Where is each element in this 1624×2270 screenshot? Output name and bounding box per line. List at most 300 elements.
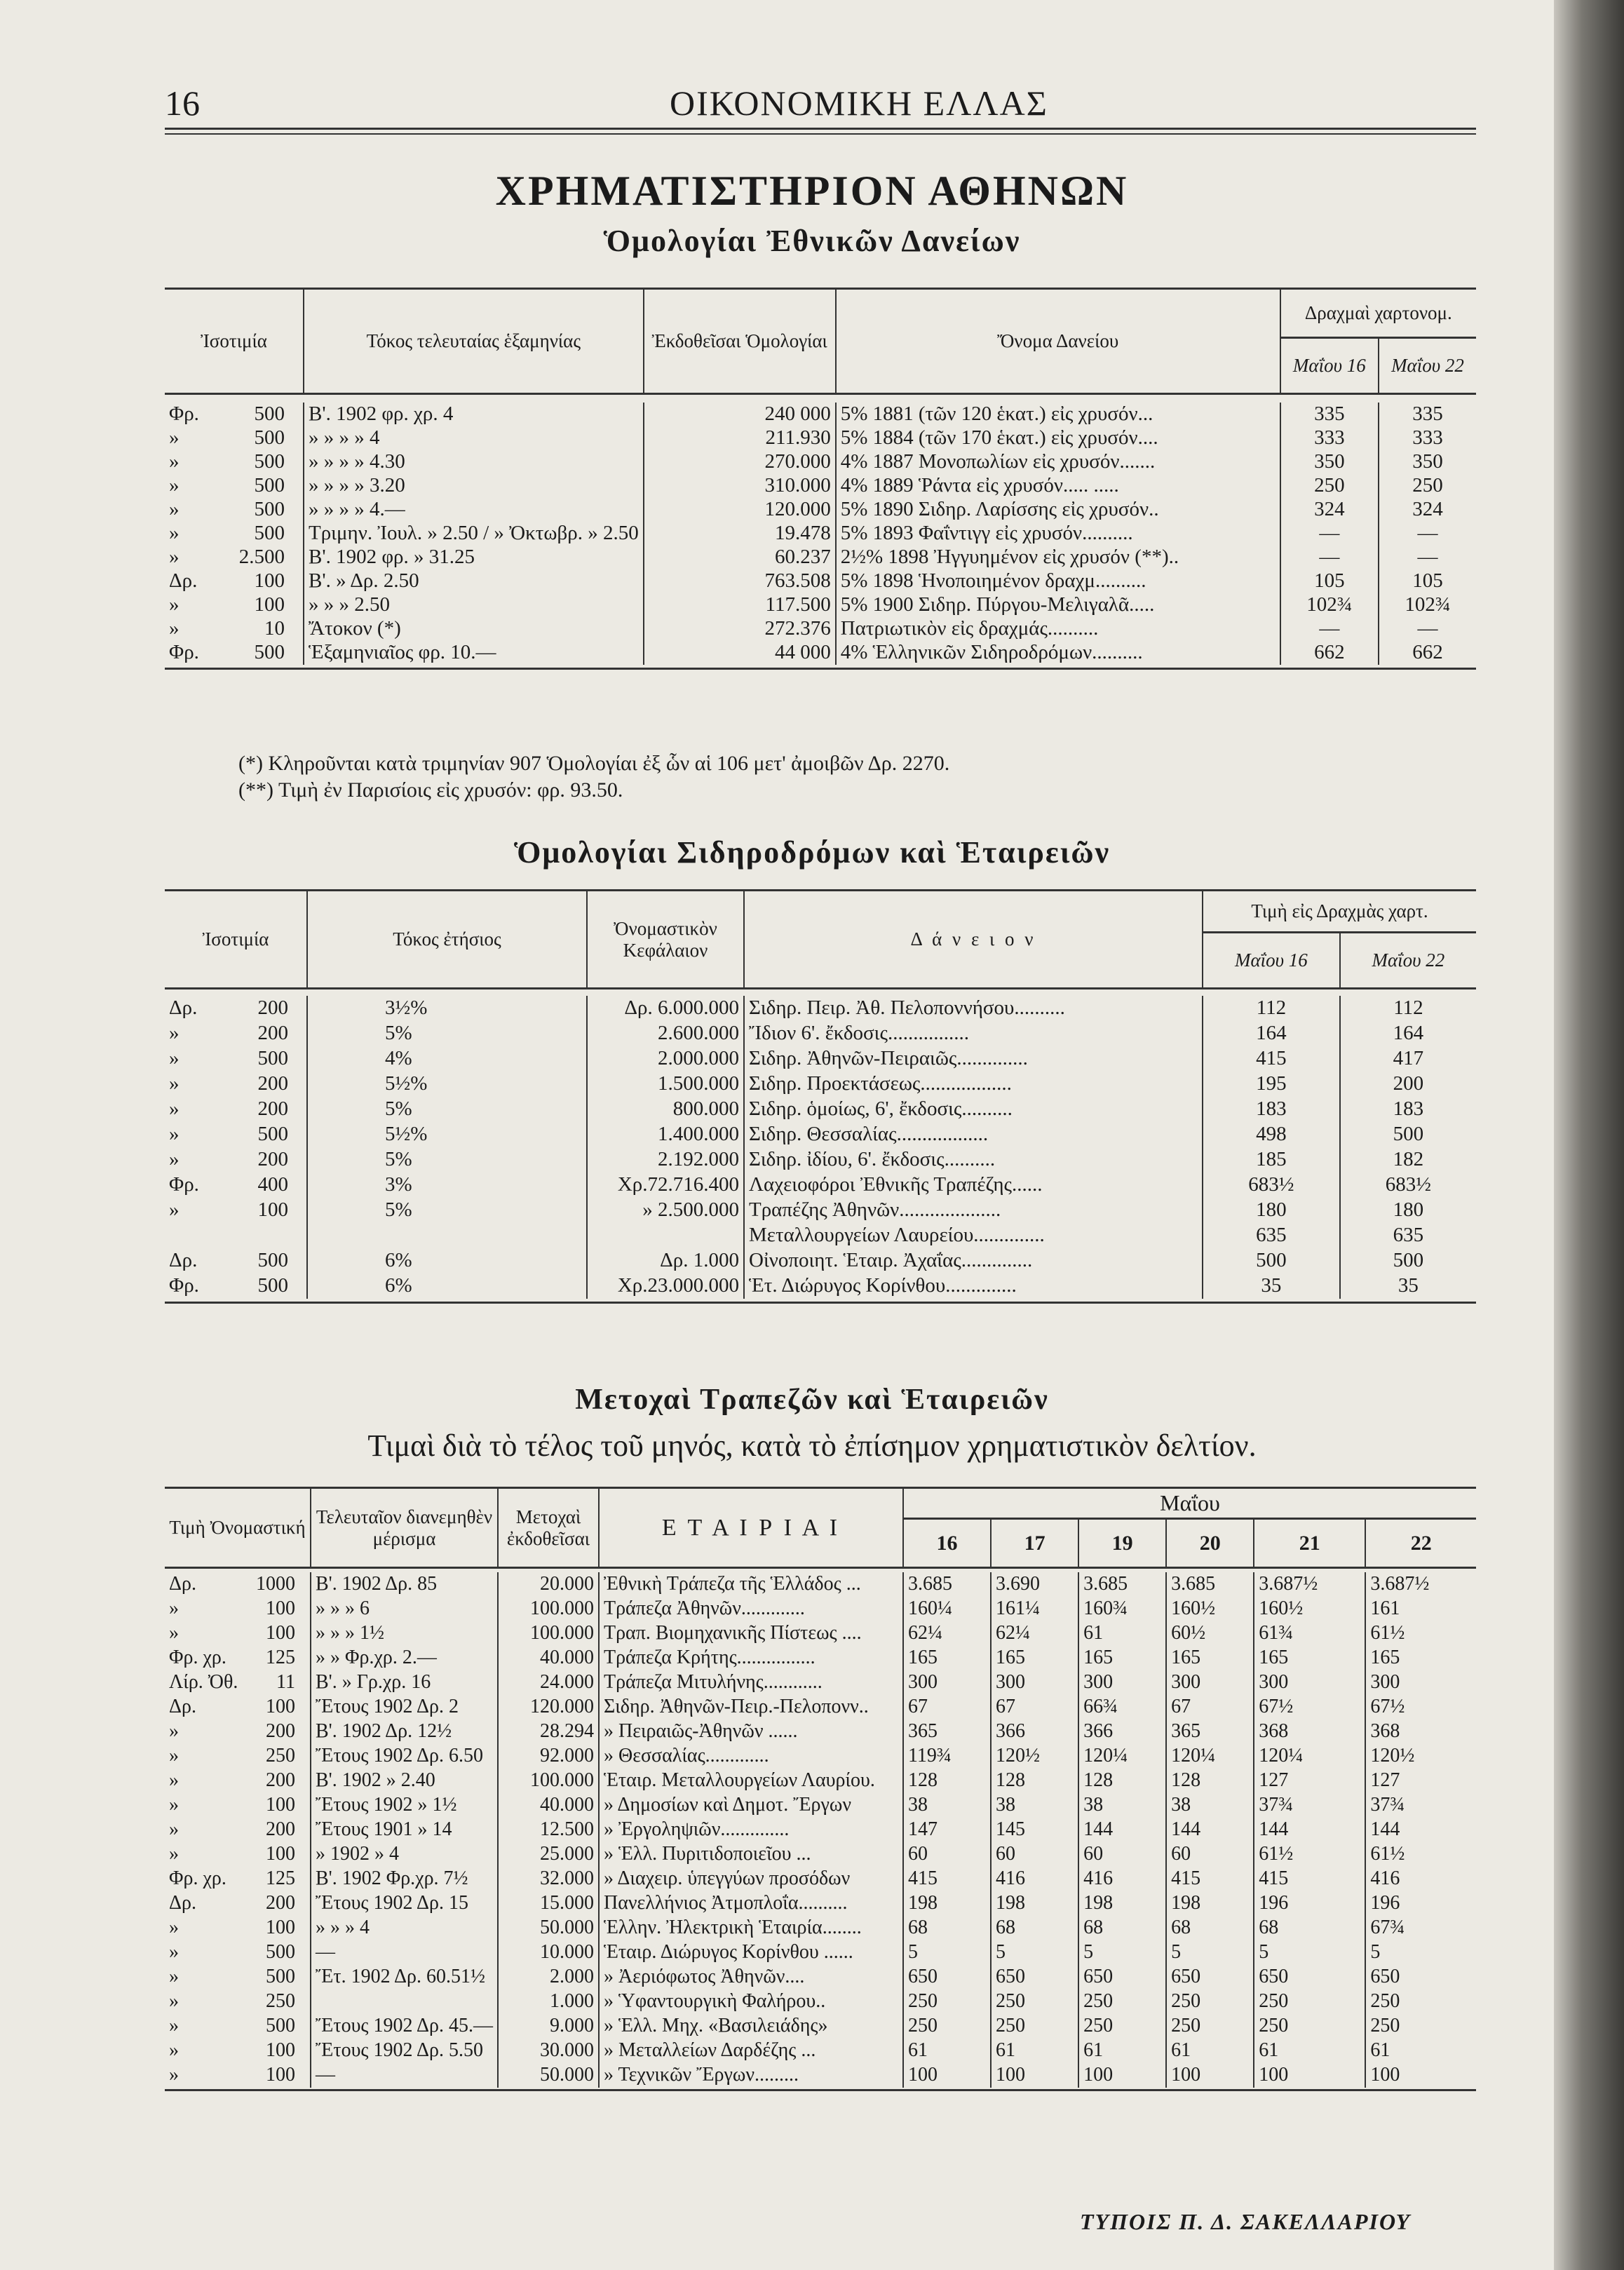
timi-cell — [165, 1891, 311, 1916]
etairia-cell: » Θεσσαλίας............. — [599, 1744, 903, 1769]
ekdotheisai-cell: 19.478 — [644, 522, 836, 546]
currency: » — [169, 474, 180, 496]
currency: Δρ. — [169, 996, 198, 1019]
price-day-22: 120½ — [1370, 1745, 1415, 1766]
price-d16: 112 — [1203, 996, 1340, 1021]
price-day-17: 5 — [991, 1940, 1078, 1965]
price-day-17: 67 — [991, 1695, 1078, 1720]
table-row — [165, 2039, 1476, 2063]
etairia-cell: » Τεχνικῶν Ἔργων......... — [599, 2063, 903, 2088]
metochai-cell: 25.000 — [498, 1842, 599, 1867]
price-day-22: 161 — [1370, 1597, 1400, 1619]
daneion-cell: Λαχειοφόροι Ἐθνικῆς Τραπέζης...... — [744, 1173, 1203, 1198]
value: 500 — [257, 1274, 288, 1297]
onoma-cell: 4% 1887 Μονοπωλίων εἰς χρυσόν....... — [836, 450, 1280, 474]
price-d22: 335 — [1412, 403, 1443, 425]
price-day-19: 100 — [1078, 2063, 1166, 2088]
price-day-20: 144 — [1166, 1818, 1254, 1842]
table-row — [165, 1695, 1476, 1720]
price-day-19: 366 — [1078, 1720, 1166, 1744]
price-day-19: 165 — [1078, 1646, 1166, 1670]
col3-maiou: Μαΐου — [903, 1488, 1476, 1519]
currency: » — [169, 2064, 179, 2086]
price-day-17: 250 — [991, 2014, 1078, 2039]
table-row — [165, 569, 1476, 593]
price-day-22: 196 — [1370, 1892, 1400, 1914]
price-day-19: 120¼ — [1078, 1744, 1166, 1769]
col2-kefalaion: Ὀνομαστικὸν Κεφάλαιον — [587, 891, 744, 989]
price-day-17: 62¼ — [991, 1621, 1078, 1646]
ekdotheisai-cell: 763.508 — [644, 569, 836, 593]
price-day-21: 368 — [1254, 1720, 1365, 1744]
value: 200 — [257, 996, 288, 1019]
price-d22: 102¾ — [1405, 593, 1451, 616]
kefalaion-cell: Δρ. 1.000 — [587, 1248, 744, 1274]
table-row — [165, 1147, 1476, 1173]
col-tokos: Τόκος τελευταίας ἑξαμηνίας — [304, 289, 644, 394]
price-day-21: 300 — [1254, 1670, 1365, 1695]
daneion-cell: Ἴδιον 6'. ἔκδοσις................ — [744, 1021, 1203, 1046]
value: 500 — [254, 498, 285, 520]
value: 200 — [266, 1892, 295, 1914]
isotimia-cell — [165, 593, 304, 617]
table-row — [165, 1646, 1476, 1670]
merisma-cell: Ἔτους 1902 » 1½ — [311, 1793, 498, 1818]
price-day-17: 165 — [991, 1646, 1078, 1670]
price-day-16: 68 — [903, 1916, 991, 1940]
timi-cell — [165, 1818, 311, 1842]
value: 500 — [254, 641, 285, 663]
daneion-cell: Σιδηρ. ὁμοίως, 6', ἔκδοσις.......... — [744, 1097, 1203, 1122]
price-day-20: 128 — [1166, 1769, 1254, 1793]
kefalaion-cell — [587, 1223, 744, 1248]
timi-cell — [165, 1842, 311, 1867]
value: 10 — [264, 617, 285, 640]
price-day-16: 300 — [903, 1670, 991, 1695]
value: 125 — [266, 1647, 295, 1668]
ekdotheisai-cell: 44 000 — [644, 641, 836, 665]
merisma-cell: Ἔτους 1902 Δρ. 5.50 — [311, 2039, 498, 2063]
col-onoma: Ὄνομα Δανείου — [836, 289, 1280, 394]
value: 100 — [266, 1622, 295, 1644]
price-day-20: 250 — [1166, 1989, 1254, 2014]
currency: » — [169, 1047, 180, 1069]
price-day-20: 165 — [1166, 1646, 1254, 1670]
table-row — [165, 1198, 1476, 1223]
section3-subheading: Τιμαὶ διὰ τὸ τέλος τοῦ μηνός, κατὰ τὸ ἐπίσημον χρηματιστικὸν δελτίον. — [367, 1428, 1257, 1463]
price-d16: 105 — [1280, 569, 1379, 593]
price-day-17: 3.690 — [991, 1572, 1078, 1597]
currency: » — [169, 1941, 179, 1963]
isotimia-cell — [165, 426, 304, 450]
value: 400 — [257, 1173, 288, 1196]
value: 200 — [266, 1720, 295, 1742]
tokos-cell: 4% — [307, 1046, 587, 1072]
daneion-cell: Ἑτ. Διώρυγος Κορίνθου.............. — [744, 1274, 1203, 1299]
price-day-17: 300 — [991, 1670, 1078, 1695]
metochai-cell: 40.000 — [498, 1646, 599, 1670]
merisma-cell: Ἔτους 1902 Δρ. 2 — [311, 1695, 498, 1720]
timi-cell — [165, 1720, 311, 1744]
etairia-cell: » Πειραιῶς-Ἀθηνῶν ...... — [599, 1720, 903, 1744]
isotimia-cell — [165, 1223, 307, 1248]
merisma-cell: Ἔτ. 1902 Δρ. 60.51½ — [311, 1965, 498, 1989]
ekdotheisai-cell: 270.000 — [644, 450, 836, 474]
price-day-22: 67¾ — [1370, 1917, 1405, 1938]
price-day-21: 196 — [1254, 1891, 1365, 1916]
value: 500 — [266, 2015, 295, 2036]
value: 100 — [266, 2064, 295, 2086]
table-row — [165, 1097, 1476, 1122]
price-day-21: 250 — [1254, 2014, 1365, 2039]
table-row — [165, 1818, 1476, 1842]
price-day-20: 38 — [1166, 1793, 1254, 1818]
col3-day-22: 22 — [1410, 1531, 1432, 1555]
merisma-cell: » 1902 » 4 — [311, 1842, 498, 1867]
price-day-22: 127 — [1370, 1769, 1400, 1791]
price-day-21: 67½ — [1254, 1695, 1365, 1720]
value: 100 — [257, 1198, 288, 1221]
value: 1000 — [256, 1573, 295, 1595]
price-day-20: 120¼ — [1166, 1744, 1254, 1769]
price-day-21: 165 — [1254, 1646, 1365, 1670]
price-day-22: 100 — [1370, 2064, 1400, 2086]
table-row — [165, 1867, 1476, 1891]
table-row — [165, 1744, 1476, 1769]
isotimia-cell — [165, 1173, 307, 1198]
price-d16: 500 — [1203, 1248, 1340, 1274]
price-day-19: 3.685 — [1078, 1572, 1166, 1597]
currency: » — [169, 1597, 179, 1619]
isotimia-cell — [165, 996, 307, 1021]
currency: » — [169, 450, 180, 473]
running-header — [165, 70, 1469, 126]
price-day-16: 60 — [903, 1842, 991, 1867]
price-day-19: 650 — [1078, 1965, 1166, 1989]
price-d22: 105 — [1412, 569, 1443, 592]
metochai-cell: 50.000 — [498, 1916, 599, 1940]
currency: » — [169, 426, 180, 449]
price-day-19: 250 — [1078, 2014, 1166, 2039]
tokos-cell: 5½% — [307, 1072, 587, 1097]
table-row — [165, 996, 1476, 1021]
price-day-20: 67 — [1166, 1695, 1254, 1720]
price-day-19: 61 — [1078, 2039, 1166, 2063]
kefalaion-cell: Δρ. 6.000.000 — [587, 996, 744, 1021]
currency: Φρ. — [169, 641, 199, 663]
price-day-17: 128 — [991, 1769, 1078, 1793]
value: 200 — [266, 1818, 295, 1840]
price-day-22: 368 — [1370, 1720, 1400, 1742]
etairia-cell: Ἐθνικὴ Τράπεζα τῆς Ἑλλάδος ... — [599, 1572, 903, 1597]
metochai-cell: 100.000 — [498, 1597, 599, 1621]
onoma-cell: 5% 1884 (τῶν 170 ἑκατ.) εἰς χρυσόν.... — [836, 426, 1280, 450]
table-row — [165, 1173, 1476, 1198]
tokos-cell: Τριμην. Ἰουλ. » 2.50 / » Ὀκτωβρ. » 2.50 — [304, 522, 644, 546]
isotimia-cell — [165, 1046, 307, 1072]
currency: » — [169, 498, 180, 520]
table-row — [165, 1916, 1476, 1940]
price-d22: 333 — [1412, 426, 1443, 449]
main-title: ΧΡΗΜΑΤΙΣΤΗΡΙΟΝ ΑΘΗΝΩΝ — [495, 168, 1129, 214]
price-d16: — — [1280, 546, 1379, 569]
price-day-19: 128 — [1078, 1769, 1166, 1793]
price-day-20: 5 — [1166, 1940, 1254, 1965]
isotimia-cell — [165, 1147, 307, 1173]
currency: Δρ. — [169, 1249, 198, 1271]
page-number: 16 — [165, 83, 200, 123]
metochai-cell: 120.000 — [498, 1695, 599, 1720]
col3-merisma: Τελευταῖον διανεμηθὲν μέρισμα — [311, 1488, 498, 1568]
currency: » — [169, 1966, 179, 1987]
currency: Φρ. χρ. — [169, 1647, 226, 1668]
tokos-cell: 3½% — [307, 996, 587, 1021]
price-d16: 185 — [1203, 1147, 1340, 1173]
isotimia-cell — [165, 1122, 307, 1147]
price-day-19: 144 — [1078, 1818, 1166, 1842]
currency: » — [169, 1072, 180, 1095]
price-day-16: 650 — [903, 1965, 991, 1989]
value: 100 — [266, 1917, 295, 1938]
section3-heading: Μετοχαὶ Τραπεζῶν καὶ Ἑταιρειῶν — [575, 1384, 1049, 1416]
price-d22: 164 — [1393, 1022, 1424, 1044]
price-day-19: 68 — [1078, 1916, 1166, 1940]
note-1: (*) Κληροῦνται κατὰ τριμηνίαν 907 Ὁμολογίαι ἐξ ὧν αἱ 106 μετ' ἀμοιβῶν Δρ. 2270. — [238, 752, 950, 775]
currency: » — [169, 593, 180, 616]
table-row — [165, 1989, 1476, 2014]
price-d16: 333 — [1280, 426, 1379, 450]
isotimia-cell — [165, 546, 304, 569]
col3-day-17: 17 — [991, 1519, 1078, 1568]
value: 200 — [266, 1769, 295, 1791]
price-day-19: 61 — [1078, 1621, 1166, 1646]
price-day-16: 147 — [903, 1818, 991, 1842]
price-day-21: 160½ — [1254, 1597, 1365, 1621]
price-day-20: 198 — [1166, 1891, 1254, 1916]
tokos-cell: » » » » 4.— — [304, 498, 644, 522]
tokos-cell: Ἑξαμηνιαῖος φρ. 10.— — [304, 641, 644, 665]
value: 100 — [266, 1794, 295, 1816]
price-day-20: 68 — [1166, 1916, 1254, 1940]
ekdotheisai-cell: 272.376 — [644, 617, 836, 641]
price-day-17: 100 — [991, 2063, 1078, 2088]
price-day-19: 5 — [1078, 1940, 1166, 1965]
col3-etairiai: Ε Τ Α Ι Ρ Ι Α Ι — [599, 1488, 903, 1568]
price-day-22: 37¾ — [1370, 1794, 1405, 1816]
timi-cell — [165, 1793, 311, 1818]
price-day-20: 160½ — [1166, 1597, 1254, 1621]
currency: » — [169, 1794, 179, 1816]
etairia-cell: Τραπ. Βιομηχανικῆς Πίστεως .... — [599, 1621, 903, 1646]
table-row — [165, 1572, 1476, 1597]
price-d22: — — [1417, 522, 1438, 544]
price-day-17: 198 — [991, 1891, 1078, 1916]
daneion-cell: Σιδηρ. ἰδίου, 6'. ἔκδοσις.......... — [744, 1147, 1203, 1173]
price-day-22: 5 — [1370, 1941, 1381, 1963]
timi-cell — [165, 1989, 311, 2014]
col2-timi: Τιμὴ εἰς Δραχμὰς χαρτ. — [1203, 891, 1476, 933]
price-d16: 335 — [1280, 403, 1379, 426]
price-d22: 350 — [1412, 450, 1443, 473]
price-day-20: 365 — [1166, 1720, 1254, 1744]
merisma-cell: — — [311, 2063, 498, 2088]
timi-cell — [165, 1744, 311, 1769]
table-row — [165, 1842, 1476, 1867]
price-day-16: 160¼ — [903, 1597, 991, 1621]
table-row — [165, 1965, 1476, 1989]
national-loans-table — [165, 288, 1476, 670]
price-day-22: 165 — [1370, 1647, 1400, 1668]
table-row — [165, 1597, 1476, 1621]
price-day-16: 415 — [903, 1867, 991, 1891]
price-d16: — — [1280, 617, 1379, 641]
price-day-17: 120½ — [991, 1744, 1078, 1769]
table-row — [165, 450, 1476, 474]
onoma-cell: 5% 1890 Σιδηρ. Λαρίσσης εἰς χρυσόν.. — [836, 498, 1280, 522]
table-row — [165, 1122, 1476, 1147]
etairia-cell: » Ἐργοληψιῶν.............. — [599, 1818, 903, 1842]
currency: Φρ. — [169, 1173, 199, 1196]
tokos-cell: 5% — [307, 1097, 587, 1122]
price-d22: 200 — [1393, 1072, 1424, 1095]
onoma-cell: 4% 1889 Ῥάντα εἰς χρυσόν..... ..... — [836, 474, 1280, 498]
onoma-cell: 5% 1881 (τῶν 120 ἑκατ.) εἰς χρυσόν... — [836, 403, 1280, 426]
col-d22: Μαΐου 22 — [1391, 355, 1464, 376]
value: 500 — [266, 1966, 295, 1987]
currency: » — [169, 522, 180, 544]
price-day-22: 67½ — [1370, 1696, 1405, 1717]
isotimia-cell — [165, 1274, 307, 1299]
etairia-cell: Τράπεζα Ἀθηνῶν............. — [599, 1597, 903, 1621]
metochai-cell: 28.294 — [498, 1720, 599, 1744]
price-day-21: 144 — [1254, 1818, 1365, 1842]
etairia-cell: » Ἑλλ. Πυριτιδοποιεῖου ... — [599, 1842, 903, 1867]
price-day-22: 144 — [1370, 1818, 1400, 1840]
currency: » — [169, 1745, 179, 1766]
onoma-cell: Πατριωτικὸν εἰς δραχμάς.......... — [836, 617, 1280, 641]
table-row — [165, 1940, 1476, 1965]
merisma-cell: Β'. » Γρ.χρ. 16 — [311, 1670, 498, 1695]
currency: » — [169, 1843, 179, 1865]
price-d16: 35 — [1203, 1274, 1340, 1299]
ekdotheisai-cell: 60.237 — [644, 546, 836, 569]
merisma-cell: Β'. 1902 Δρ. 85 — [311, 1572, 498, 1597]
currency: » — [169, 546, 180, 568]
ekdotheisai-cell: 240 000 — [644, 403, 836, 426]
price-d22: 183 — [1393, 1097, 1424, 1120]
header-rule — [165, 128, 1476, 130]
price-day-16: 365 — [903, 1720, 991, 1744]
col2-daneion: Δ ά ν ε ι ο ν — [744, 891, 1203, 989]
table-row — [165, 1248, 1476, 1274]
metochai-cell: 1.000 — [498, 1989, 599, 2014]
col2-isotimia: Ἰσοτιμία — [165, 891, 307, 989]
merisma-cell: Ἔτους 1902 Δρ. 6.50 — [311, 1744, 498, 1769]
value: 125 — [266, 1867, 295, 1889]
isotimia-cell — [165, 403, 304, 426]
table-row — [165, 2063, 1476, 2088]
etairia-cell: Πανελλήνιος Ἀτμοπλοΐα.......... — [599, 1891, 903, 1916]
tokos-cell: 5% — [307, 1198, 587, 1223]
isotimia-cell — [165, 450, 304, 474]
price-day-21: 61½ — [1254, 1842, 1365, 1867]
table-row — [165, 426, 1476, 450]
price-day-17: 60 — [991, 1842, 1078, 1867]
currency: » — [169, 1622, 179, 1644]
table-row — [165, 1046, 1476, 1072]
price-day-17: 145 — [991, 1818, 1078, 1842]
price-d16: 164 — [1203, 1021, 1340, 1046]
kefalaion-cell: » 2.500.000 — [587, 1198, 744, 1223]
price-day-21: 127 — [1254, 1769, 1365, 1793]
timi-cell — [165, 1867, 311, 1891]
table-row — [165, 1021, 1476, 1046]
price-d16: 350 — [1280, 450, 1379, 474]
kefalaion-cell: 1.500.000 — [587, 1072, 744, 1097]
price-d22: 112 — [1393, 996, 1423, 1019]
price-day-16: 3.685 — [903, 1572, 991, 1597]
tokos-cell: » » » » 3.20 — [304, 474, 644, 498]
etairia-cell: Ἑταιρ. Διώρυγος Κορίνθου ...... — [599, 1940, 903, 1965]
price-day-16: 67 — [903, 1695, 991, 1720]
price-d16: 498 — [1203, 1122, 1340, 1147]
price-day-19: 416 — [1078, 1867, 1166, 1891]
table-row — [165, 593, 1476, 617]
merisma-cell: Ἔτους 1901 » 14 — [311, 1818, 498, 1842]
timi-cell — [165, 1597, 311, 1621]
value: 100 — [266, 1843, 295, 1865]
shares-table — [165, 1487, 1476, 2091]
etairia-cell: » Ἑλλ. Μηχ. «Βασιλειάδης» — [599, 2014, 903, 2039]
value: 11 — [276, 1671, 295, 1693]
table-row — [165, 641, 1476, 665]
price-day-20: 3.685 — [1166, 1572, 1254, 1597]
price-day-22: 250 — [1370, 2015, 1400, 2036]
tokos-cell: » » » 2.50 — [304, 593, 644, 617]
metochai-cell: 15.000 — [498, 1891, 599, 1916]
price-d22: 35 — [1398, 1274, 1419, 1297]
price-d22: 662 — [1412, 641, 1443, 663]
price-d22: 683½ — [1385, 1173, 1432, 1196]
kefalaion-cell: 800.000 — [587, 1097, 744, 1122]
metochai-cell: 32.000 — [498, 1867, 599, 1891]
onoma-cell: 5% 1893 Φαΐντιγγ εἰς χρυσόν.......... — [836, 522, 1280, 546]
price-day-20: 650 — [1166, 1965, 1254, 1989]
currency: » — [169, 1198, 180, 1221]
merisma-cell — [311, 1989, 498, 2014]
table-row — [165, 1072, 1476, 1097]
running-title: ΟΙΚΟΝΟΜΙΚΗ ΕΛΛΑΣ — [670, 83, 1048, 123]
isotimia-cell — [165, 617, 304, 641]
metochai-cell: 20.000 — [498, 1572, 599, 1597]
currency: » — [169, 1097, 180, 1120]
price-d22: 500 — [1393, 1249, 1424, 1271]
table-row — [165, 1891, 1476, 1916]
price-day-17: 68 — [991, 1916, 1078, 1940]
price-day-17: 38 — [991, 1793, 1078, 1818]
col3-metochai: Μετοχαὶ ἐκδοθεῖσαι — [498, 1488, 599, 1568]
etairia-cell: » Ἀεριόφωτος Ἀθηνῶν.... — [599, 1965, 903, 1989]
price-day-17: 61 — [991, 2039, 1078, 2063]
value: 500 — [254, 403, 285, 425]
timi-cell — [165, 1769, 311, 1793]
book-spine-shadow — [1554, 0, 1624, 2270]
metochai-cell: 100.000 — [498, 1621, 599, 1646]
header-rule-2 — [165, 133, 1476, 135]
tokos-cell: Β'. » Δρ. 2.50 — [304, 569, 644, 593]
timi-cell — [165, 1916, 311, 1940]
timi-cell — [165, 1621, 311, 1646]
